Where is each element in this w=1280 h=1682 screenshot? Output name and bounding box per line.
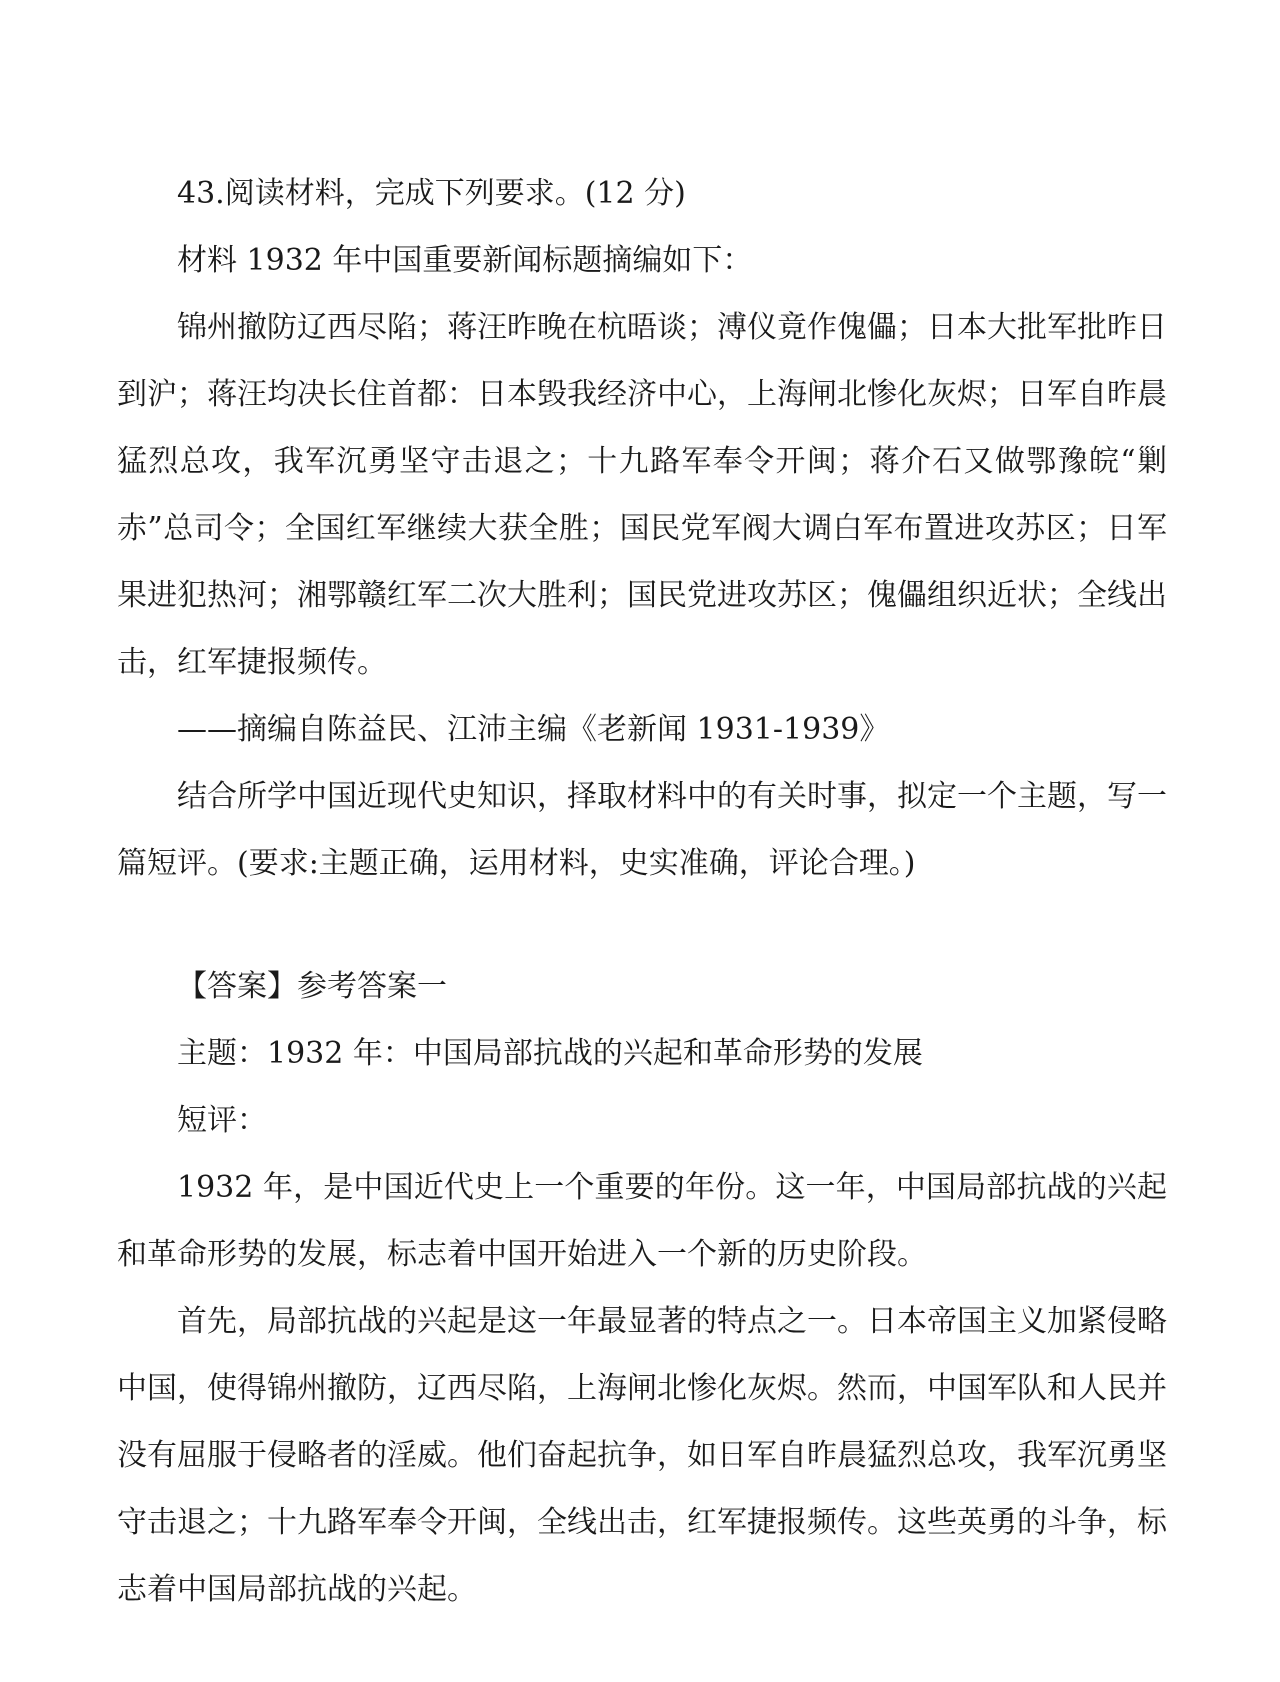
answer-heading: 【答案】参考答案一 — [177, 969, 447, 1004]
question-task: 结合所学中国近现代史知识，择取材料中的有关时事，拟定一个主题，写一篇短评。(要求:主题正确，运用材料，史实准确，评论合理。) — [117, 779, 1167, 881]
answer-review-label: 短评： — [177, 1103, 267, 1138]
material-source: ——摘编自陈益民、江沛主编《老新闻 1931-1939》 — [177, 712, 890, 747]
material-intro: 材料 1932 年中国重要新闻标题摘编如下： — [177, 243, 753, 278]
section-spacer — [117, 897, 1167, 953]
answer-theme: 主题：1932 年：中国局部抗战的兴起和革命形势的发展 — [177, 1036, 923, 1071]
answer-paragraph-2: 首先，局部抗战的兴起是这一年最显著的特点之一。日本帝国主义加紧侵略中国，使得锦州撤防，辽西尽陷，上海闸北惨化灰烬。然而，中国军队和人民并没有屈服于侵略者的淫威。他们奋起抗争，如日军自昨晨猛烈总攻，我军沉勇坚守击退之；十九路军奉令开闽，全线出击，红军捷报频传。这些英勇的斗争，标志着中国局部抗战的兴起。 — [117, 1304, 1167, 1607]
document-body — [117, 160, 1167, 1623]
question-title: 43.阅读材料，完成下列要求。(12 分) — [177, 176, 686, 211]
material-headlines: 锦州撤防辽西尽陷；蒋汪昨晚在杭晤谈；溥仪竟作傀儡；日本大批军批昨日到沪；蒋汪均决长住首都：日本毁我经济中心，上海闸北惨化灰烬；日军自昨晨猛烈总攻，我军沉勇坚守击退之；十九路军奉令开闽；蒋介石又做鄂豫皖“剿赤”总司令；全国红军继续大获全胜；国民党军阀大调白军布置进攻苏区；日军果进犯热河；湘鄂赣红军二次大胜利；国民党进攻苏区；傀儡组织近状；全线出击，红军捷报频传。 — [117, 310, 1167, 680]
answer-paragraph-1: 1932 年，是中国近代史上一个重要的年份。这一年，中国局部抗战的兴起和革命形势的发展，标志着中国开始进入一个新的历史阶段。 — [117, 1170, 1167, 1272]
